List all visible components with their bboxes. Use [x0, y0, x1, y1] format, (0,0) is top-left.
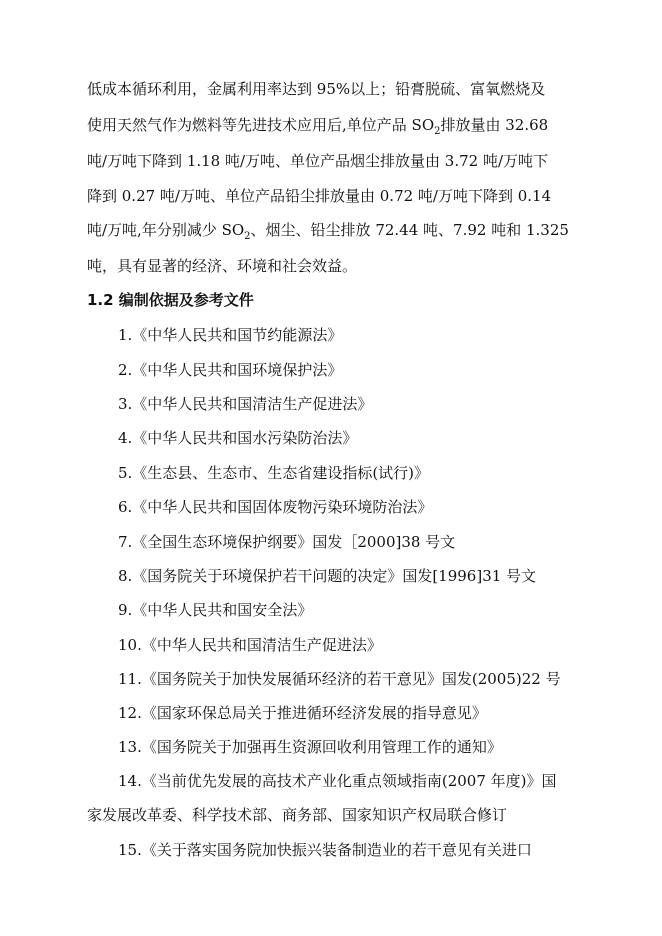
reference-item: 11.《国务院关于加快发展循环经济的若干意见》国发(2005)22 号 — [118, 670, 561, 688]
reference-item-continuation: 家发展改革委、科学技术部、商务部、国家知识产权局联合修订 — [87, 806, 508, 824]
reference-item: 2.《中华人民共和国环境保护法》 — [118, 361, 343, 379]
intro-line-5-text-b: 、烟尘、铅尘排放 72.44 吨、7.92 吨和 1.325 — [250, 221, 569, 239]
reference-item: 4.《中华人民共和国水污染防治法》 — [118, 429, 358, 447]
reference-item: 10.《中华人民共和国清洁生产促进法》 — [118, 636, 382, 654]
reference-item: 5.《生态县、生态市、生态省建设指标(试行)》 — [118, 464, 430, 482]
reference-item: 1.《中华人民共和国节约能源法》 — [118, 326, 343, 344]
intro-line-4: 降到 0.27 吨/万吨、单位产品铅尘排放量由 0.72 吨/万吨下降到 0.14 — [87, 187, 552, 205]
intro-line-6: 吨，具有显著的经济、环境和社会效益。 — [87, 257, 358, 275]
reference-item: 6.《中华人民共和国固体废物污染环境防治法》 — [118, 498, 433, 516]
intro-line-3: 吨/万吨下降到 1.18 吨/万吨、单位产品烟尘排放量由 3.72 吨/万吨下 — [87, 152, 549, 170]
so2-subscript: 2 — [244, 231, 251, 242]
reference-item: 15.《关于落实国务院加快振兴装备制造业的若干意见有关进口 — [118, 841, 532, 859]
intro-line-2-text-a: 使用天然气作为燃料等先进技术应用后,单位产品 SO — [87, 116, 435, 134]
reference-item: 12.《国家环保总局关于推进循环经济发展的指导意见》 — [118, 704, 487, 722]
reference-item: 7.《全国生态环境保护纲要》国发［2000]38 号文 — [118, 533, 456, 551]
intro-line-5-text-a: 吨/万吨,年分别减少 SO — [87, 221, 245, 239]
intro-line-2-text-b: 排放量由 32.68 — [440, 116, 549, 134]
section-heading: 1.2 编制依据及参考文件 — [87, 291, 254, 309]
reference-item: 3.《中华人民共和国清洁生产促进法》 — [118, 395, 373, 413]
intro-line-1: 低成本循环利用，金属利用率达到 95%以上；铅膏脱硫、富氧燃烧及 — [87, 80, 546, 98]
reference-item: 8.《国务院关于环境保护若干问题的决定》国发[1996]31 号文 — [118, 567, 537, 585]
intro-line-2 — [87, 115, 597, 135]
so2-subscript: 2 — [434, 126, 441, 137]
intro-line-5 — [87, 220, 597, 240]
reference-item: 9.《中华人民共和国安全法》 — [118, 601, 313, 619]
reference-item: 14.《当前优先发展的高技术产业化重点领域指南(2007 年度)》国 — [118, 772, 557, 790]
reference-item: 13.《国务院关于加强再生资源回收利用管理工作的通知》 — [118, 738, 502, 756]
